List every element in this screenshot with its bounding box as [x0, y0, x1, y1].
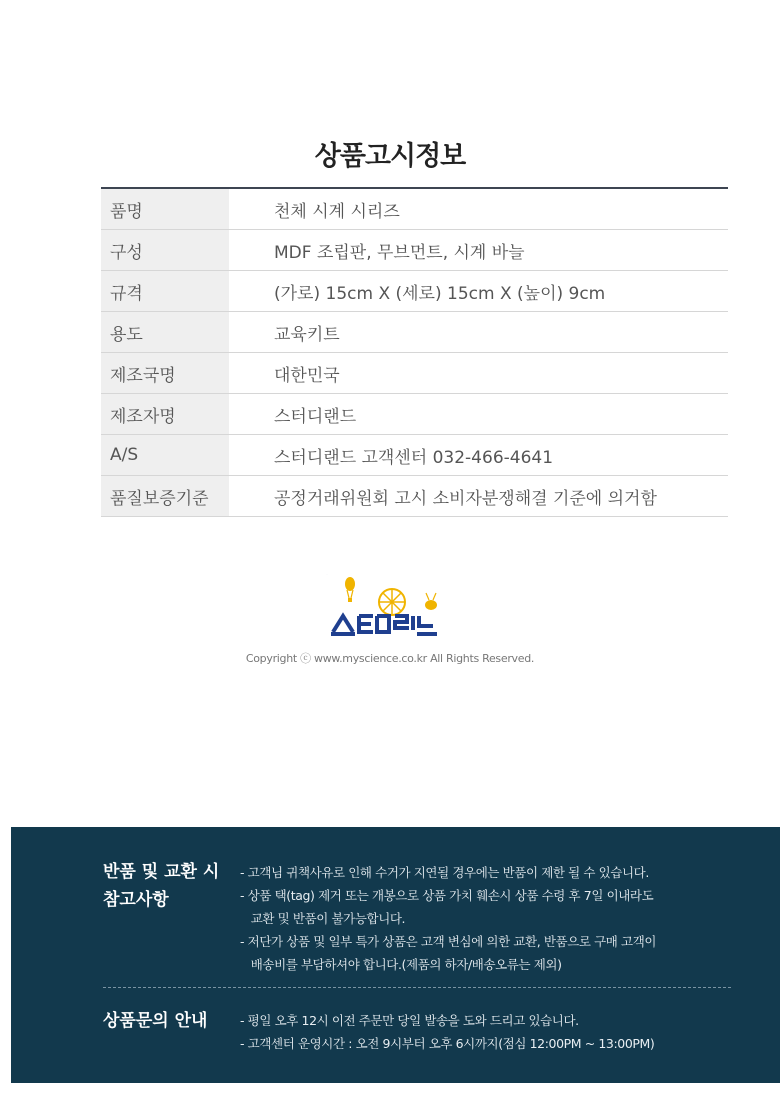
- table-row: [101, 271, 728, 312]
- logo-text: 스터디랜드: [325, 574, 330, 575]
- table-row: [101, 394, 728, 435]
- notice-line: - 상품 택(tag) 제거 또는 개봉으로 상품 가치 훼손시 상품 수령 후 7일 이내라도: [240, 888, 654, 903]
- row-value: 공정거래위원회 고시 소비자분쟁해결 기준에 의거함: [274, 488, 657, 509]
- notice-line: - 평일 오후 12시 이전 주문만 당일 발송을 도와 드리고 있습니다.: [240, 1013, 579, 1028]
- row-label: 품명: [101, 189, 229, 229]
- row-label: 제조국명: [101, 353, 229, 393]
- row-value: 스터디랜드: [274, 406, 357, 427]
- return-heading-line2: 참고사항: [103, 890, 169, 910]
- row-value: 스터디랜드 고객센터 032-466-4641: [274, 447, 554, 468]
- row-label: 구성: [101, 230, 229, 270]
- notice-line: - 고객센터 운영시간 : 오전 9시부터 오후 6시까지(점심 12:00PM ~ 13:00PM): [240, 1036, 655, 1051]
- row-value: (가로) 15cm X (세로) 15cm X (높이) 9cm: [274, 283, 606, 304]
- inquiry-heading: 상품문의 안내: [103, 1011, 208, 1031]
- row-value: 교육키트: [274, 324, 340, 345]
- row-label: A/S: [101, 435, 229, 475]
- row-label: 규격: [101, 271, 229, 311]
- row-label: 제조자명: [101, 394, 229, 434]
- row-value: 대한민국: [274, 365, 340, 386]
- return-heading: [103, 858, 219, 914]
- row-label: 품질보증기준: [101, 476, 229, 516]
- table-row: [101, 312, 728, 353]
- notice-panel: [11, 827, 780, 1083]
- notice-divider: [103, 987, 731, 988]
- copyright-text: Copyright ⓒ www.myscience.co.kr All Rights Reserved.: [245, 652, 535, 665]
- studyland-logo-icon: [325, 574, 455, 640]
- brand-logo: [0, 574, 780, 644]
- notice-line: - 고객님 귀책사유로 인해 수거가 지연될 경우에는 반품이 제한 될 수 있습니다.: [240, 865, 649, 880]
- row-label: 용도: [101, 312, 229, 352]
- page-title: 상품고시정보: [314, 141, 466, 172]
- table-row: [101, 353, 728, 394]
- table-row: [101, 435, 728, 476]
- table-row: [101, 230, 728, 271]
- notice-line: - 저단가 상품 및 일부 특가 상품은 고객 변심에 의한 교환, 반품으로 구매 고객이: [240, 934, 657, 949]
- table-row: [101, 476, 728, 517]
- inquiry-notice-list: [240, 1009, 654, 1055]
- product-info-table: [101, 187, 728, 517]
- return-notice-list: [240, 861, 656, 976]
- row-value: 천체 시계 시리즈: [274, 201, 400, 222]
- table-row: [101, 189, 728, 230]
- return-heading-line1: 반품 및 교환 시: [103, 862, 220, 882]
- notice-line: 배송비를 부담하셔야 합니다.(제품의 하자/배송오류는 제외): [240, 957, 562, 972]
- notice-line: 교환 및 반품이 불가능합니다.: [240, 911, 406, 926]
- row-value: MDF 조립판, 무브먼트, 시계 바늘: [274, 242, 525, 263]
